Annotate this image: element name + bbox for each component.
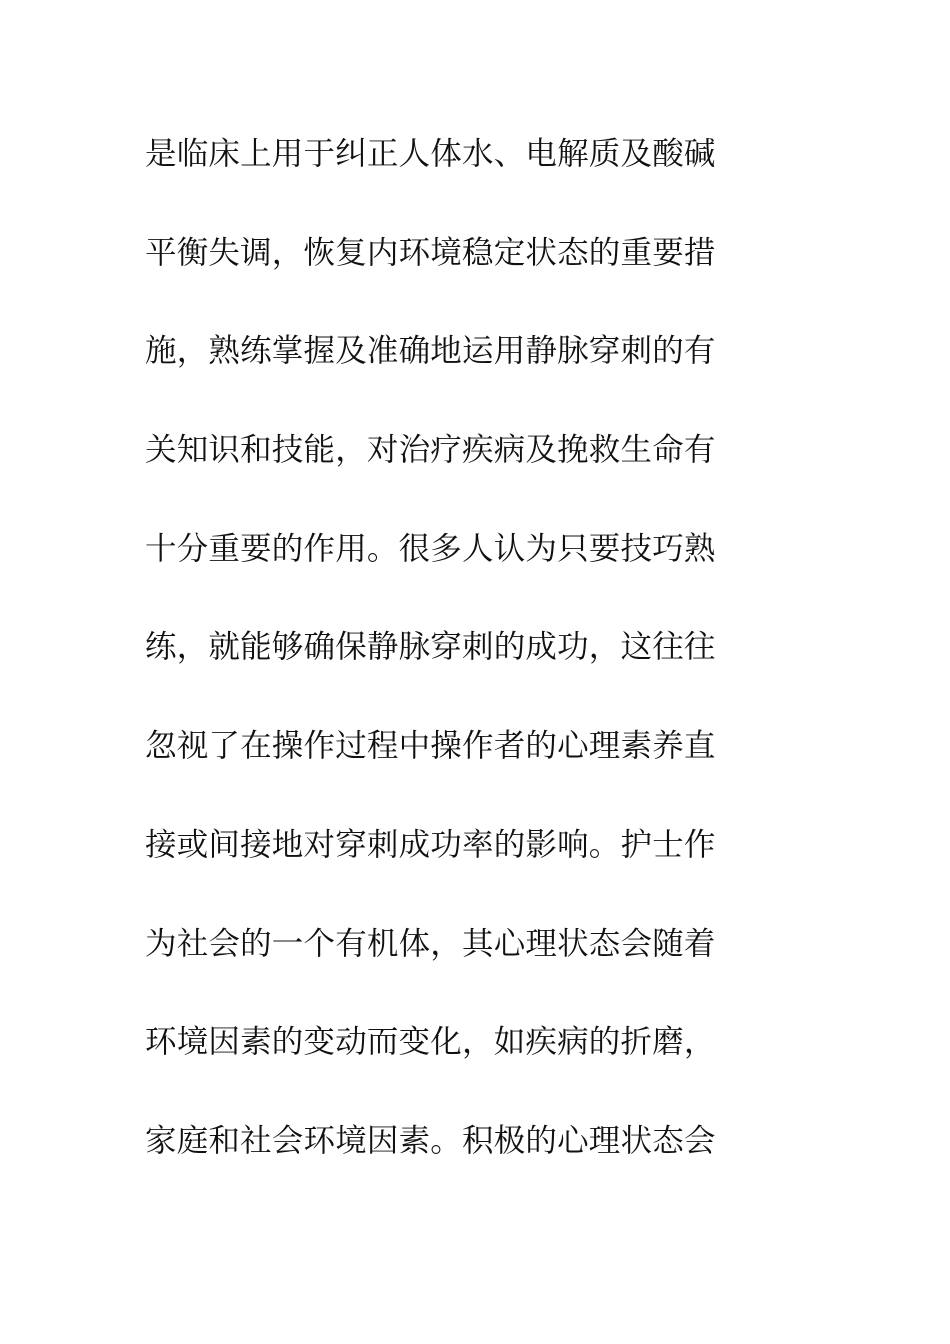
body-paragraph — [145, 126, 785, 1212]
text-line: 十分重要的作用。很多人认为只要技巧熟 — [145, 530, 716, 567]
text-line: 家庭和社会环境因素。积极的心理状态会 — [145, 1122, 716, 1159]
text-line: 练，就能够确保静脉穿刺的成功，这往往 — [145, 629, 716, 666]
text-line: 环境因素的变动而变化，如疾病的折磨， — [145, 1024, 716, 1061]
text-line: 是临床上用于纠正人体水、电解质及酸碱 — [145, 136, 716, 172]
text-line: 关知识和技能，对治疗疾病及挽救生命有 — [145, 432, 716, 469]
text-line: 施，熟练掌握及准确地运用静脉穿刺的有 — [145, 333, 716, 370]
text-line: 忽视了在操作过程中操作者的心理素养直 — [145, 728, 716, 765]
text-line: 平衡失调，恢复内环境稳定状态的重要措 — [145, 234, 716, 271]
text-line: 接或间接地对穿刺成功率的影响。护士作 — [145, 826, 716, 863]
text-line: 为社会的一个有机体，其心理状态会随着 — [145, 925, 716, 962]
